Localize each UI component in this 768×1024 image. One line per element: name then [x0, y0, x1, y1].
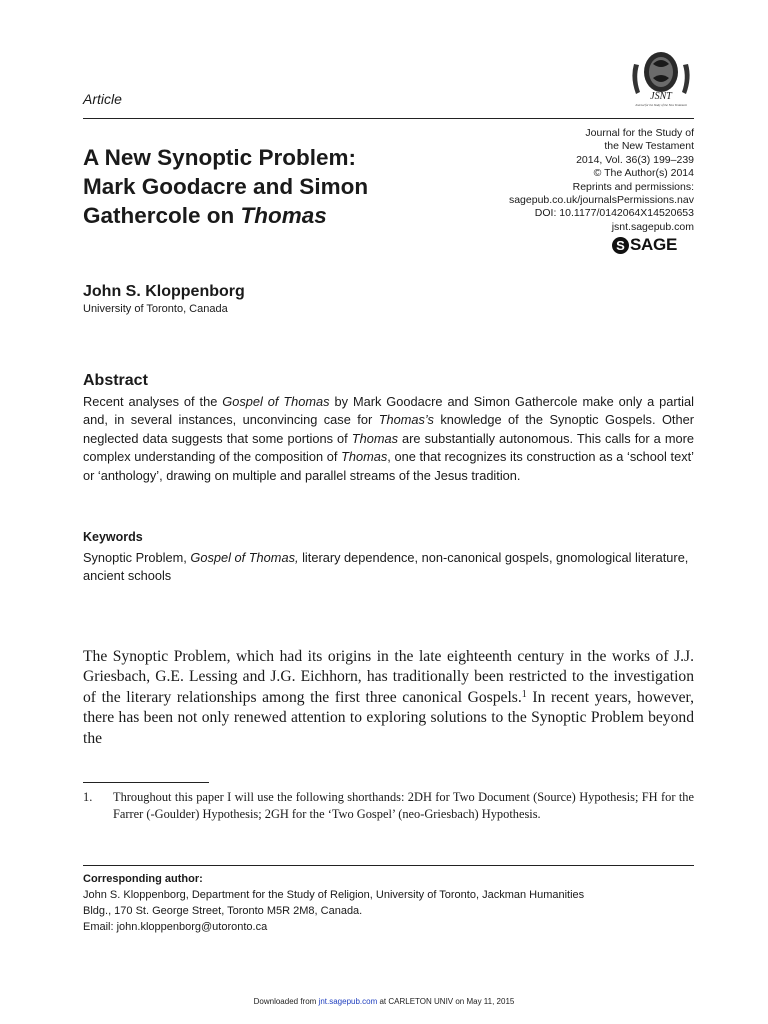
copyright-notice: © The Author(s) 2014	[593, 167, 694, 180]
sage-s-icon: S	[612, 237, 629, 254]
article-type-label: Article	[83, 91, 122, 107]
keywords-italic: Gospel of Thomas,	[190, 550, 299, 565]
abstract-segment: are substantially autonomous. This calls for a more complex understanding of the composition of	[83, 430, 694, 465]
corresponding-author-heading: Corresponding author:	[83, 873, 203, 885]
keywords-heading: Keywords	[83, 530, 143, 544]
article-title	[83, 143, 503, 230]
title-line-3-italic: Thomas	[240, 203, 327, 228]
keywords-list	[83, 549, 694, 586]
title-line-3	[83, 201, 503, 230]
reprints-label: Reprints and permissions:	[572, 180, 694, 193]
author-name: John S. Kloppenborg	[83, 283, 245, 300]
abstract-heading: Abstract	[83, 372, 148, 389]
journal-name-line-2: the New Testament	[604, 140, 694, 153]
abstract-italic: Thomas	[341, 449, 388, 465]
abstract-segment: , one that recognizes its construction as a ‘school text’ or ‘anthology’, drawing on multiple and parallel streams of the Jesus tradition.	[83, 449, 694, 483]
corresponding-author-details	[83, 887, 694, 935]
journal-volume: 2014, Vol. 36(3) 199–239	[576, 153, 694, 166]
emblem-jsnt-text: JSNT	[650, 91, 672, 102]
keywords-segment: Synoptic Problem,	[83, 550, 191, 565]
footnote-divider	[83, 782, 209, 783]
journal-info-block	[470, 127, 694, 234]
corresponding-divider	[83, 865, 694, 866]
body-segment: In recent years, however, there has been not only renewed attention to exploring solutions to the Synoptic Problem beyond the	[83, 688, 694, 747]
header-divider	[83, 118, 694, 119]
abstract-segment: by Mark Goodacre and Simon Gathercole make only a partial and, in several instances, unconvincing case for	[83, 394, 694, 428]
body-segment: The Synoptic Problem, which had its origins in the late eighteenth century in the works of J.J. Griesbach, G.E. Lessing and J.G. Eichhorn, has traditionally been restricted to the investigation of the literary relationships among the first three canonical Gospels.	[83, 648, 694, 706]
journal-name-line-1: Journal for the Study of	[585, 127, 694, 139]
title-line-1: A New Synoptic Problem:	[83, 145, 356, 170]
emblem-journal-name: Journal for the Study of the New Testament	[635, 103, 687, 107]
footnote-text: Throughout this paper I will use the following shorthands: 2DH for Two Document (Source) Hypothesis; FH for the Farrer (-Goulder) Hypothesis; 2GH for the ‘Two Gospel’ (neo-Griesbach) Hypothesis.	[113, 790, 694, 821]
sage-publisher-logo	[612, 234, 677, 256]
body-paragraph	[83, 647, 694, 749]
corresponding-line-1: John S. Kloppenborg, Department for the Study of Religion, University of Toronto, Jackman Humanities	[83, 889, 585, 901]
abstract-italic: Thomas’s	[378, 412, 434, 428]
corresponding-email[interactable]: Email: john.kloppenborg@utoronto.ca	[83, 921, 268, 933]
author-affiliation: University of Toronto, Canada	[83, 303, 228, 315]
download-prefix: Downloaded from	[253, 997, 319, 1006]
permissions-url[interactable]: sagepub.co.uk/journalsPermissions.nav	[508, 194, 694, 207]
title-line-2: Mark Goodacre and Simon	[83, 174, 369, 199]
jsnt-emblem-logo	[626, 48, 696, 110]
emblem-fish-left	[632, 64, 640, 94]
abstract-segment: Recent analyses of the	[83, 394, 223, 409]
footnote-reference[interactable]: 1	[521, 688, 527, 700]
title-line-3-text: Gathercole on	[83, 203, 241, 228]
footnote-number: 1.	[83, 790, 93, 804]
doi[interactable]: DOI: 10.1177/0142064X14520653	[534, 207, 694, 220]
sage-wordmark: SAGE	[630, 235, 677, 254]
journal-website[interactable]: jsnt.sagepub.com	[611, 220, 694, 233]
keywords-segment: literary dependence, non-canonical gospels, gnomological literature, ancient schools	[83, 550, 689, 584]
download-notice	[0, 997, 768, 1006]
footnote	[83, 789, 694, 823]
abstract-text	[83, 393, 694, 485]
download-link[interactable]: jnt.sagepub.com	[318, 997, 378, 1006]
abstract-segment: knowledge of the Synoptic Gospels. Other neglected data suggests that some portions of	[83, 412, 694, 446]
corresponding-line-2: Bldg., 170 St. George Street, Toronto M5R 2M8, Canada.	[83, 905, 363, 917]
emblem-fish-right	[682, 64, 690, 94]
download-suffix: at CARLETON UNIV on May 11, 2015	[377, 997, 515, 1006]
abstract-italic: Thomas	[351, 430, 398, 446]
abstract-italic: Gospel of Thomas	[222, 394, 330, 409]
